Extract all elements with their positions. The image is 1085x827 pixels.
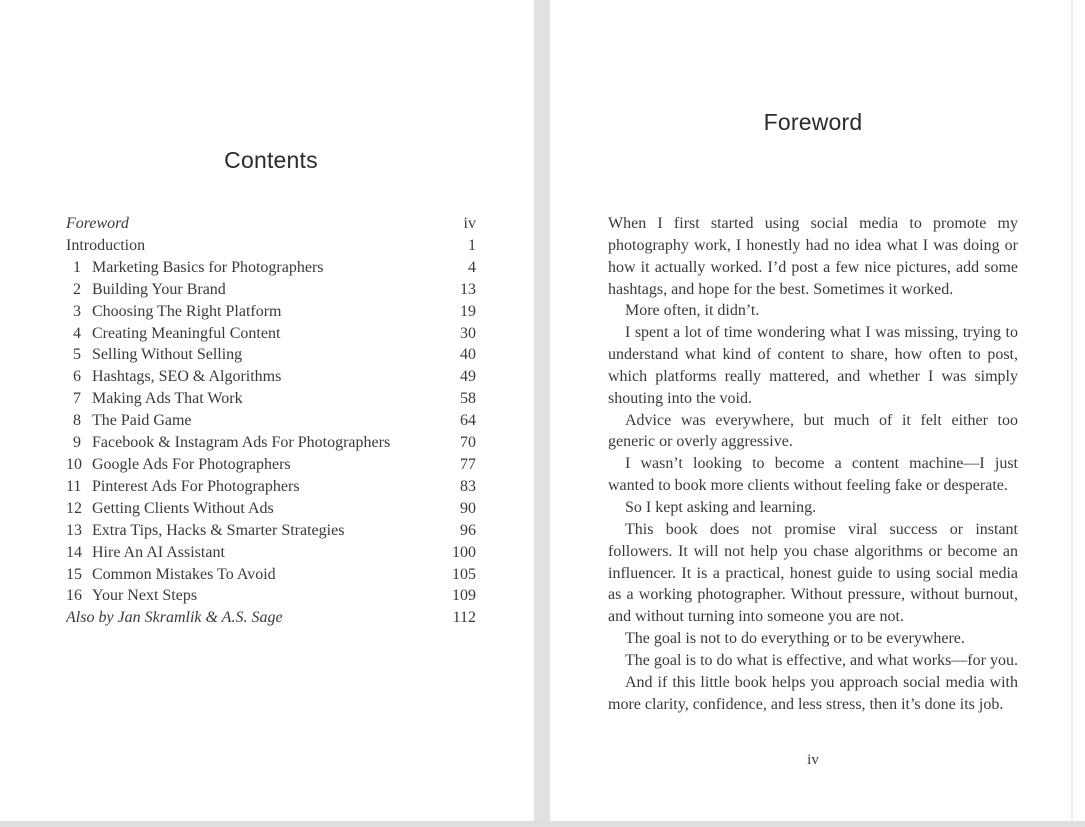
canvas-bottom-strip xyxy=(0,821,1085,827)
toc-entry[interactable] xyxy=(66,388,476,410)
toc-entry[interactable] xyxy=(66,542,476,564)
toc-entry[interactable] xyxy=(66,323,476,345)
right-margin xyxy=(1073,0,1085,821)
foreword-paragraph: This book does not promise viral success or instant followers. It will not help you chase algorithms or become an influencer. It is a practical, honest guide to using social media as a working photographer. Without pressure, without burnout, and without turning into someone you are not. xyxy=(608,520,1018,626)
table-of-contents xyxy=(66,213,476,629)
toc-entry-page-number: 109 xyxy=(452,587,476,605)
toc-entry-page-number: 30 xyxy=(460,324,476,342)
toc-entry-page-number: 70 xyxy=(460,434,476,452)
toc-entry[interactable] xyxy=(66,520,476,542)
toc-entry-page-number: 83 xyxy=(460,477,476,495)
toc-entry[interactable] xyxy=(66,410,476,432)
foreword-paragraph: More often, it didn’t. xyxy=(625,302,760,320)
toc-chapter-number: 5 xyxy=(73,346,81,364)
toc-entry-label: The Paid Game xyxy=(92,412,192,430)
toc-entry[interactable] xyxy=(66,235,476,257)
foreword-paragraph: When I first started using social media to promote my photography work, I honestly had no idea what I was doing or how it actually worked. I’d post a few nice pictures, add some hashtags, and hope for the best. Sometimes it worked. xyxy=(608,215,1018,298)
toc-entry-page-number: 112 xyxy=(452,609,476,627)
toc-entry-page-number: 96 xyxy=(460,521,476,539)
toc-chapter-number: 4 xyxy=(73,324,81,342)
toc-entry-page-number: 1 xyxy=(468,236,476,254)
toc-entry-label: Introduction xyxy=(66,236,146,254)
toc-entry-label: Hashtags, SEO & Algorithms xyxy=(92,368,282,386)
toc-entry-label: Getting Clients Without Ads xyxy=(92,499,274,517)
toc-entry-label: Pinterest Ads For Photographers xyxy=(92,477,300,495)
toc-chapter-number: 9 xyxy=(73,434,81,452)
foreword-paragraph: I wasn’t looking to become a content machine—I just wanted to book more clients without feeling fake or desperate. xyxy=(608,455,1018,495)
toc-entry[interactable] xyxy=(66,213,476,235)
toc-entry-label: Your Next Steps xyxy=(92,587,198,605)
toc-entry[interactable] xyxy=(66,476,476,498)
foreword-paragraph: I spent a lot of time wondering what I was missing, trying to understand what kind of content to share, how often to post, which platforms really mattered, and whether I was simply shouting into the void. xyxy=(608,324,1018,407)
page-number: iv xyxy=(807,752,819,768)
toc-entry-page-number: 49 xyxy=(460,368,476,386)
foreword-page xyxy=(550,0,1073,821)
toc-entry[interactable] xyxy=(66,257,476,279)
toc-entry[interactable] xyxy=(66,366,476,388)
toc-entry[interactable] xyxy=(66,454,476,476)
foreword-body xyxy=(608,213,1018,715)
toc-entry-page-number: 90 xyxy=(460,499,476,517)
toc-chapter-number: 12 xyxy=(66,499,82,517)
toc-entry[interactable] xyxy=(66,344,476,366)
toc-entry-label: Extra Tips, Hacks & Smarter Strategies xyxy=(92,521,345,539)
toc-chapter-number: 11 xyxy=(66,477,82,495)
foreword-title: Foreword xyxy=(763,109,863,135)
toc-entry-label: Hire An AI Assistant xyxy=(92,543,225,561)
toc-entry-label: Facebook & Instagram Ads For Photographers xyxy=(92,434,391,452)
contents-title: Contents xyxy=(224,147,318,173)
toc-entry[interactable] xyxy=(66,432,476,454)
toc-chapter-number: 13 xyxy=(66,521,82,539)
toc-entry[interactable] xyxy=(66,279,476,301)
toc-entry-page-number: 58 xyxy=(460,390,476,408)
toc-chapter-number: 14 xyxy=(66,543,82,561)
toc-chapter-number: 1 xyxy=(73,258,81,276)
toc-chapter-number: 8 xyxy=(73,412,81,430)
toc-entry-label: Choosing The Right Platform xyxy=(92,302,282,320)
toc-entry-page-number: 64 xyxy=(460,412,476,430)
toc-entry[interactable] xyxy=(66,564,476,586)
toc-entry-page-number: 13 xyxy=(460,280,476,298)
toc-entry[interactable] xyxy=(66,607,476,629)
toc-entry-label: Creating Meaningful Content xyxy=(92,324,281,342)
toc-entry[interactable] xyxy=(66,585,476,607)
toc-entry[interactable] xyxy=(66,301,476,323)
toc-entry-label: Foreword xyxy=(66,215,129,232)
toc-entry-label: Making Ads That Work xyxy=(92,390,243,408)
page-gutter xyxy=(534,0,550,821)
toc-entry-page-number: 40 xyxy=(460,346,476,364)
foreword-paragraph: So I kept asking and learning. xyxy=(625,498,817,516)
toc-chapter-number: 16 xyxy=(66,587,82,605)
toc-chapter-number: 15 xyxy=(66,565,82,583)
toc-entry-page-number: 77 xyxy=(460,455,476,473)
toc-entry-page-number: iv xyxy=(463,215,476,232)
toc-entry-page-number: 19 xyxy=(460,302,476,320)
toc-entry-label: Google Ads For Photographers xyxy=(92,455,291,473)
toc-entry-page-number: 105 xyxy=(452,565,476,583)
toc-entry[interactable] xyxy=(66,498,476,520)
toc-entry-page-number: 4 xyxy=(468,258,476,276)
toc-chapter-number: 10 xyxy=(66,455,82,473)
contents-page xyxy=(0,0,534,821)
toc-entry-label: Marketing Basics for Photographers xyxy=(92,258,324,276)
foreword-paragraph: Advice was everywhere, but much of it felt either too generic or overly aggressive. xyxy=(608,411,1018,451)
foreword-paragraph: The goal is not to do everything or to be everywhere. xyxy=(625,630,965,648)
toc-chapter-number: 6 xyxy=(73,368,81,386)
toc-entry-label: Building Your Brand xyxy=(92,280,226,298)
toc-entry-page-number: 100 xyxy=(452,543,476,561)
toc-entry-label: Common Mistakes To Avoid xyxy=(92,565,276,583)
toc-entry-label: Also by Jan Skramlik & A.S. Sage xyxy=(66,609,283,627)
toc-entry-label: Selling Without Selling xyxy=(92,346,243,364)
foreword-paragraph: And if this little book helps you approach social media with more clarity, confidence, and less stress, then it’s done its job. xyxy=(608,673,1018,713)
toc-chapter-number: 7 xyxy=(73,390,81,408)
foreword-paragraph: The goal is to do what is effective, and what works—for you. xyxy=(625,651,1018,669)
toc-chapter-number: 2 xyxy=(73,280,81,298)
toc-chapter-number: 3 xyxy=(73,302,81,320)
